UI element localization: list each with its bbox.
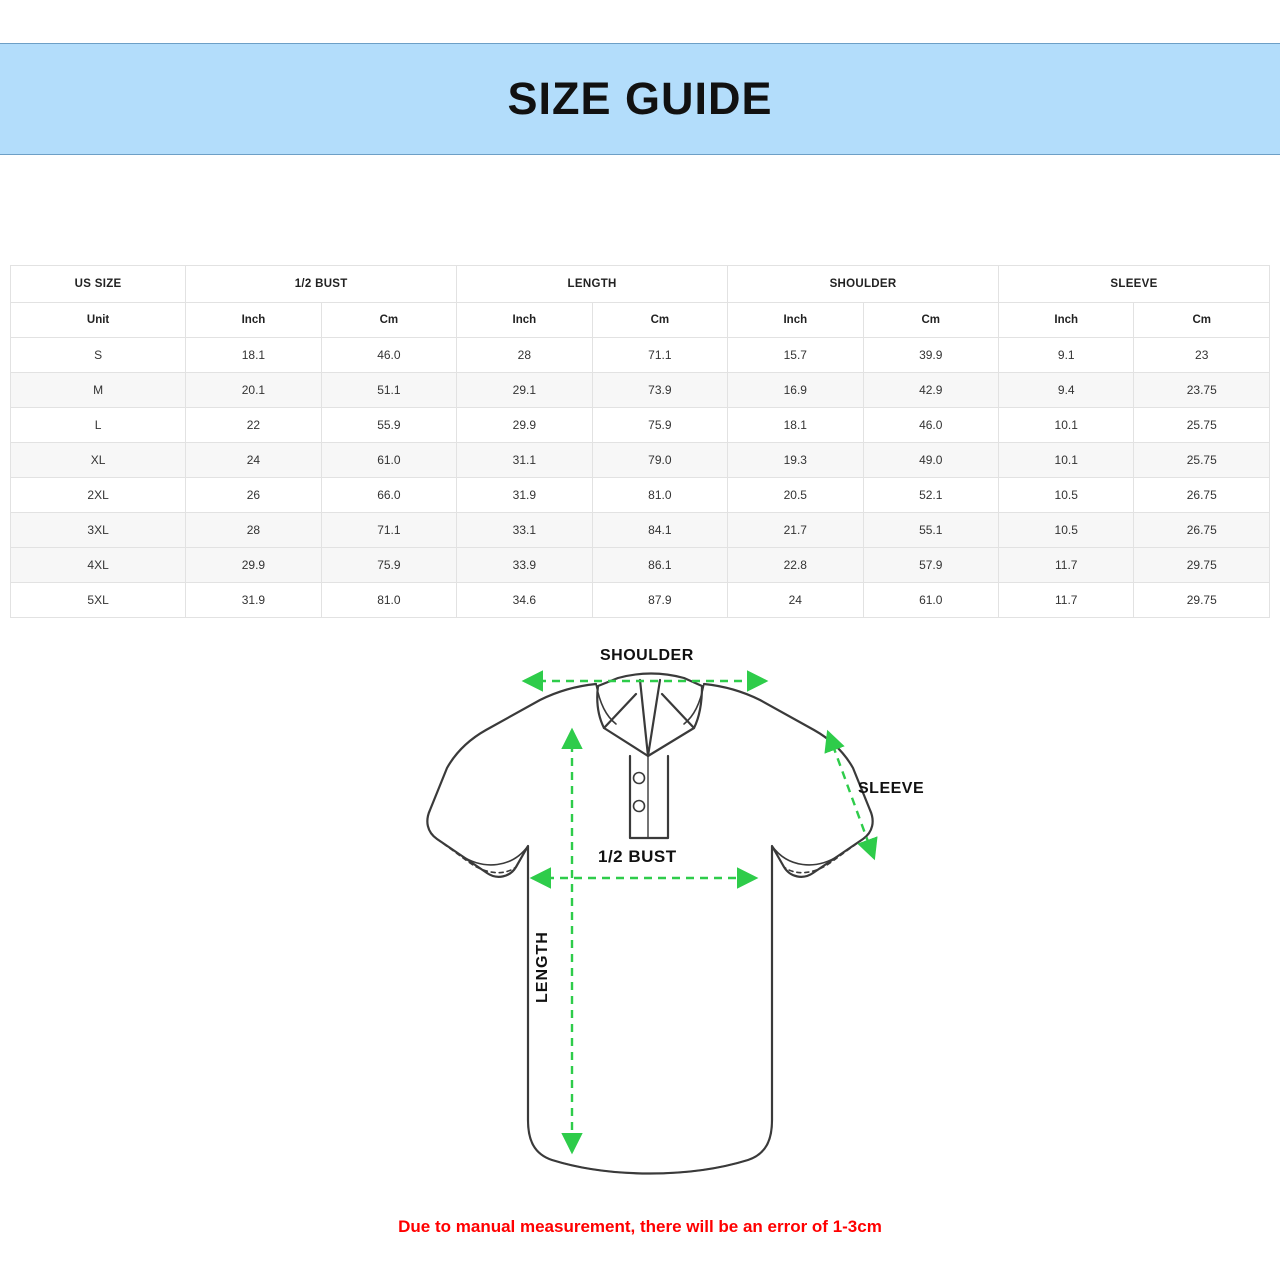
cell-sleeve-inch: 9.1 (999, 338, 1134, 373)
cell-length-cm: 73.9 (592, 373, 727, 408)
cell-shoulder-inch: 21.7 (728, 513, 863, 548)
table-body (11, 303, 1270, 618)
cell-size: 3XL (11, 513, 186, 548)
cell-sleeve-cm: 26.75 (1134, 513, 1270, 548)
size-table (10, 265, 1270, 618)
cell-bust-inch: 31.9 (186, 583, 321, 618)
cell-shoulder-cm: 61.0 (863, 583, 998, 618)
unit-sleeve-cm: Cm (1134, 303, 1270, 338)
cell-shoulder-inch: 16.9 (728, 373, 863, 408)
unit-shoulder-inch: Inch (728, 303, 863, 338)
cell-shoulder-inch: 22.8 (728, 548, 863, 583)
polo-shirt-illustration (0, 620, 1280, 1200)
cell-length-inch: 29.9 (457, 408, 592, 443)
unit-length-cm: Cm (592, 303, 727, 338)
header-sleeve: SLEEVE (999, 266, 1270, 303)
cell-shoulder-cm: 42.9 (863, 373, 998, 408)
cell-sleeve-inch: 11.7 (999, 583, 1134, 618)
cell-sleeve-cm: 26.75 (1134, 478, 1270, 513)
cell-shoulder-inch: 18.1 (728, 408, 863, 443)
shoulder-label: SHOULDER (600, 647, 694, 664)
cell-length-cm: 84.1 (592, 513, 727, 548)
cell-sleeve-cm: 23.75 (1134, 373, 1270, 408)
table-row (11, 513, 1270, 548)
cell-sleeve-inch: 10.5 (999, 513, 1134, 548)
table-row (11, 583, 1270, 618)
cell-sleeve-inch: 9.4 (999, 373, 1134, 408)
cell-bust-inch: 24 (186, 443, 321, 478)
cell-sleeve-cm: 29.75 (1134, 583, 1270, 618)
cell-shoulder-inch: 20.5 (728, 478, 863, 513)
cell-shoulder-inch: 15.7 (728, 338, 863, 373)
unit-bust-inch: Inch (186, 303, 321, 338)
cell-bust-cm: 51.1 (321, 373, 456, 408)
table-row (11, 478, 1270, 513)
cell-length-cm: 71.1 (592, 338, 727, 373)
cell-shoulder-inch: 24 (728, 583, 863, 618)
cell-bust-cm: 75.9 (321, 548, 456, 583)
table-row (11, 548, 1270, 583)
cell-length-cm: 87.9 (592, 583, 727, 618)
measurement-error-note: Due to manual measurement, there will be an error of 1-3cm (398, 1217, 882, 1236)
cell-length-cm: 79.0 (592, 443, 727, 478)
unit-shoulder-cm: Cm (863, 303, 998, 338)
header-us-size: US SIZE (11, 266, 186, 303)
cell-sleeve-cm: 23 (1134, 338, 1270, 373)
cell-sleeve-cm: 25.75 (1134, 443, 1270, 478)
cell-bust-cm: 46.0 (321, 338, 456, 373)
garment-diagram (0, 620, 1280, 1200)
cell-bust-inch: 20.1 (186, 373, 321, 408)
cell-shoulder-cm: 49.0 (863, 443, 998, 478)
table-unit-row (11, 303, 1270, 338)
cell-shoulder-cm: 55.1 (863, 513, 998, 548)
cell-bust-inch: 26 (186, 478, 321, 513)
table-row (11, 443, 1270, 478)
unit-bust-cm: Cm (321, 303, 456, 338)
table-row (11, 338, 1270, 373)
cell-length-cm: 75.9 (592, 408, 727, 443)
cell-sleeve-inch: 10.1 (999, 408, 1134, 443)
half-bust-label: 1/2 BUST (598, 847, 677, 866)
unit-sleeve-inch: Inch (999, 303, 1134, 338)
cell-length-cm: 86.1 (592, 548, 727, 583)
cell-length-cm: 81.0 (592, 478, 727, 513)
sleeve-label: SLEEVE (858, 780, 925, 797)
cell-bust-inch: 29.9 (186, 548, 321, 583)
cell-bust-inch: 22 (186, 408, 321, 443)
unit-length-inch: Inch (457, 303, 592, 338)
cell-sleeve-cm: 29.75 (1134, 548, 1270, 583)
cell-length-inch: 31.9 (457, 478, 592, 513)
cell-bust-inch: 28 (186, 513, 321, 548)
cell-bust-cm: 55.9 (321, 408, 456, 443)
length-label: LENGTH (534, 931, 551, 1003)
cell-shoulder-inch: 19.3 (728, 443, 863, 478)
measurement-arrows (524, 681, 874, 1152)
cell-sleeve-inch: 11.7 (999, 548, 1134, 583)
header-half-bust: 1/2 BUST (186, 266, 457, 303)
cell-shoulder-cm: 46.0 (863, 408, 998, 443)
page-title: SIZE GUIDE (507, 73, 773, 124)
cell-sleeve-inch: 10.1 (999, 443, 1134, 478)
cell-size: S (11, 338, 186, 373)
size-table-container (10, 265, 1270, 618)
cell-bust-inch: 18.1 (186, 338, 321, 373)
cell-bust-cm: 66.0 (321, 478, 456, 513)
cell-size: M (11, 373, 186, 408)
cell-size: 2XL (11, 478, 186, 513)
cell-length-inch: 31.1 (457, 443, 592, 478)
header-banner (0, 43, 1280, 155)
cell-length-inch: 28 (457, 338, 592, 373)
table-row (11, 373, 1270, 408)
table-row (11, 408, 1270, 443)
cell-length-inch: 29.1 (457, 373, 592, 408)
cell-sleeve-inch: 10.5 (999, 478, 1134, 513)
header-shoulder: SHOULDER (728, 266, 999, 303)
cell-length-inch: 33.9 (457, 548, 592, 583)
cell-bust-cm: 71.1 (321, 513, 456, 548)
cell-bust-cm: 61.0 (321, 443, 456, 478)
table-group-header-row (11, 266, 1270, 303)
cell-sleeve-cm: 25.75 (1134, 408, 1270, 443)
cell-shoulder-cm: 57.9 (863, 548, 998, 583)
table-head (11, 266, 1270, 303)
cell-shoulder-cm: 39.9 (863, 338, 998, 373)
cell-bust-cm: 81.0 (321, 583, 456, 618)
cell-length-inch: 33.1 (457, 513, 592, 548)
cell-size: 4XL (11, 548, 186, 583)
header-length: LENGTH (457, 266, 728, 303)
cell-size: 5XL (11, 583, 186, 618)
cell-length-inch: 34.6 (457, 583, 592, 618)
cell-shoulder-cm: 52.1 (863, 478, 998, 513)
cell-size: XL (11, 443, 186, 478)
unit-label: Unit (11, 303, 186, 338)
cell-size: L (11, 408, 186, 443)
